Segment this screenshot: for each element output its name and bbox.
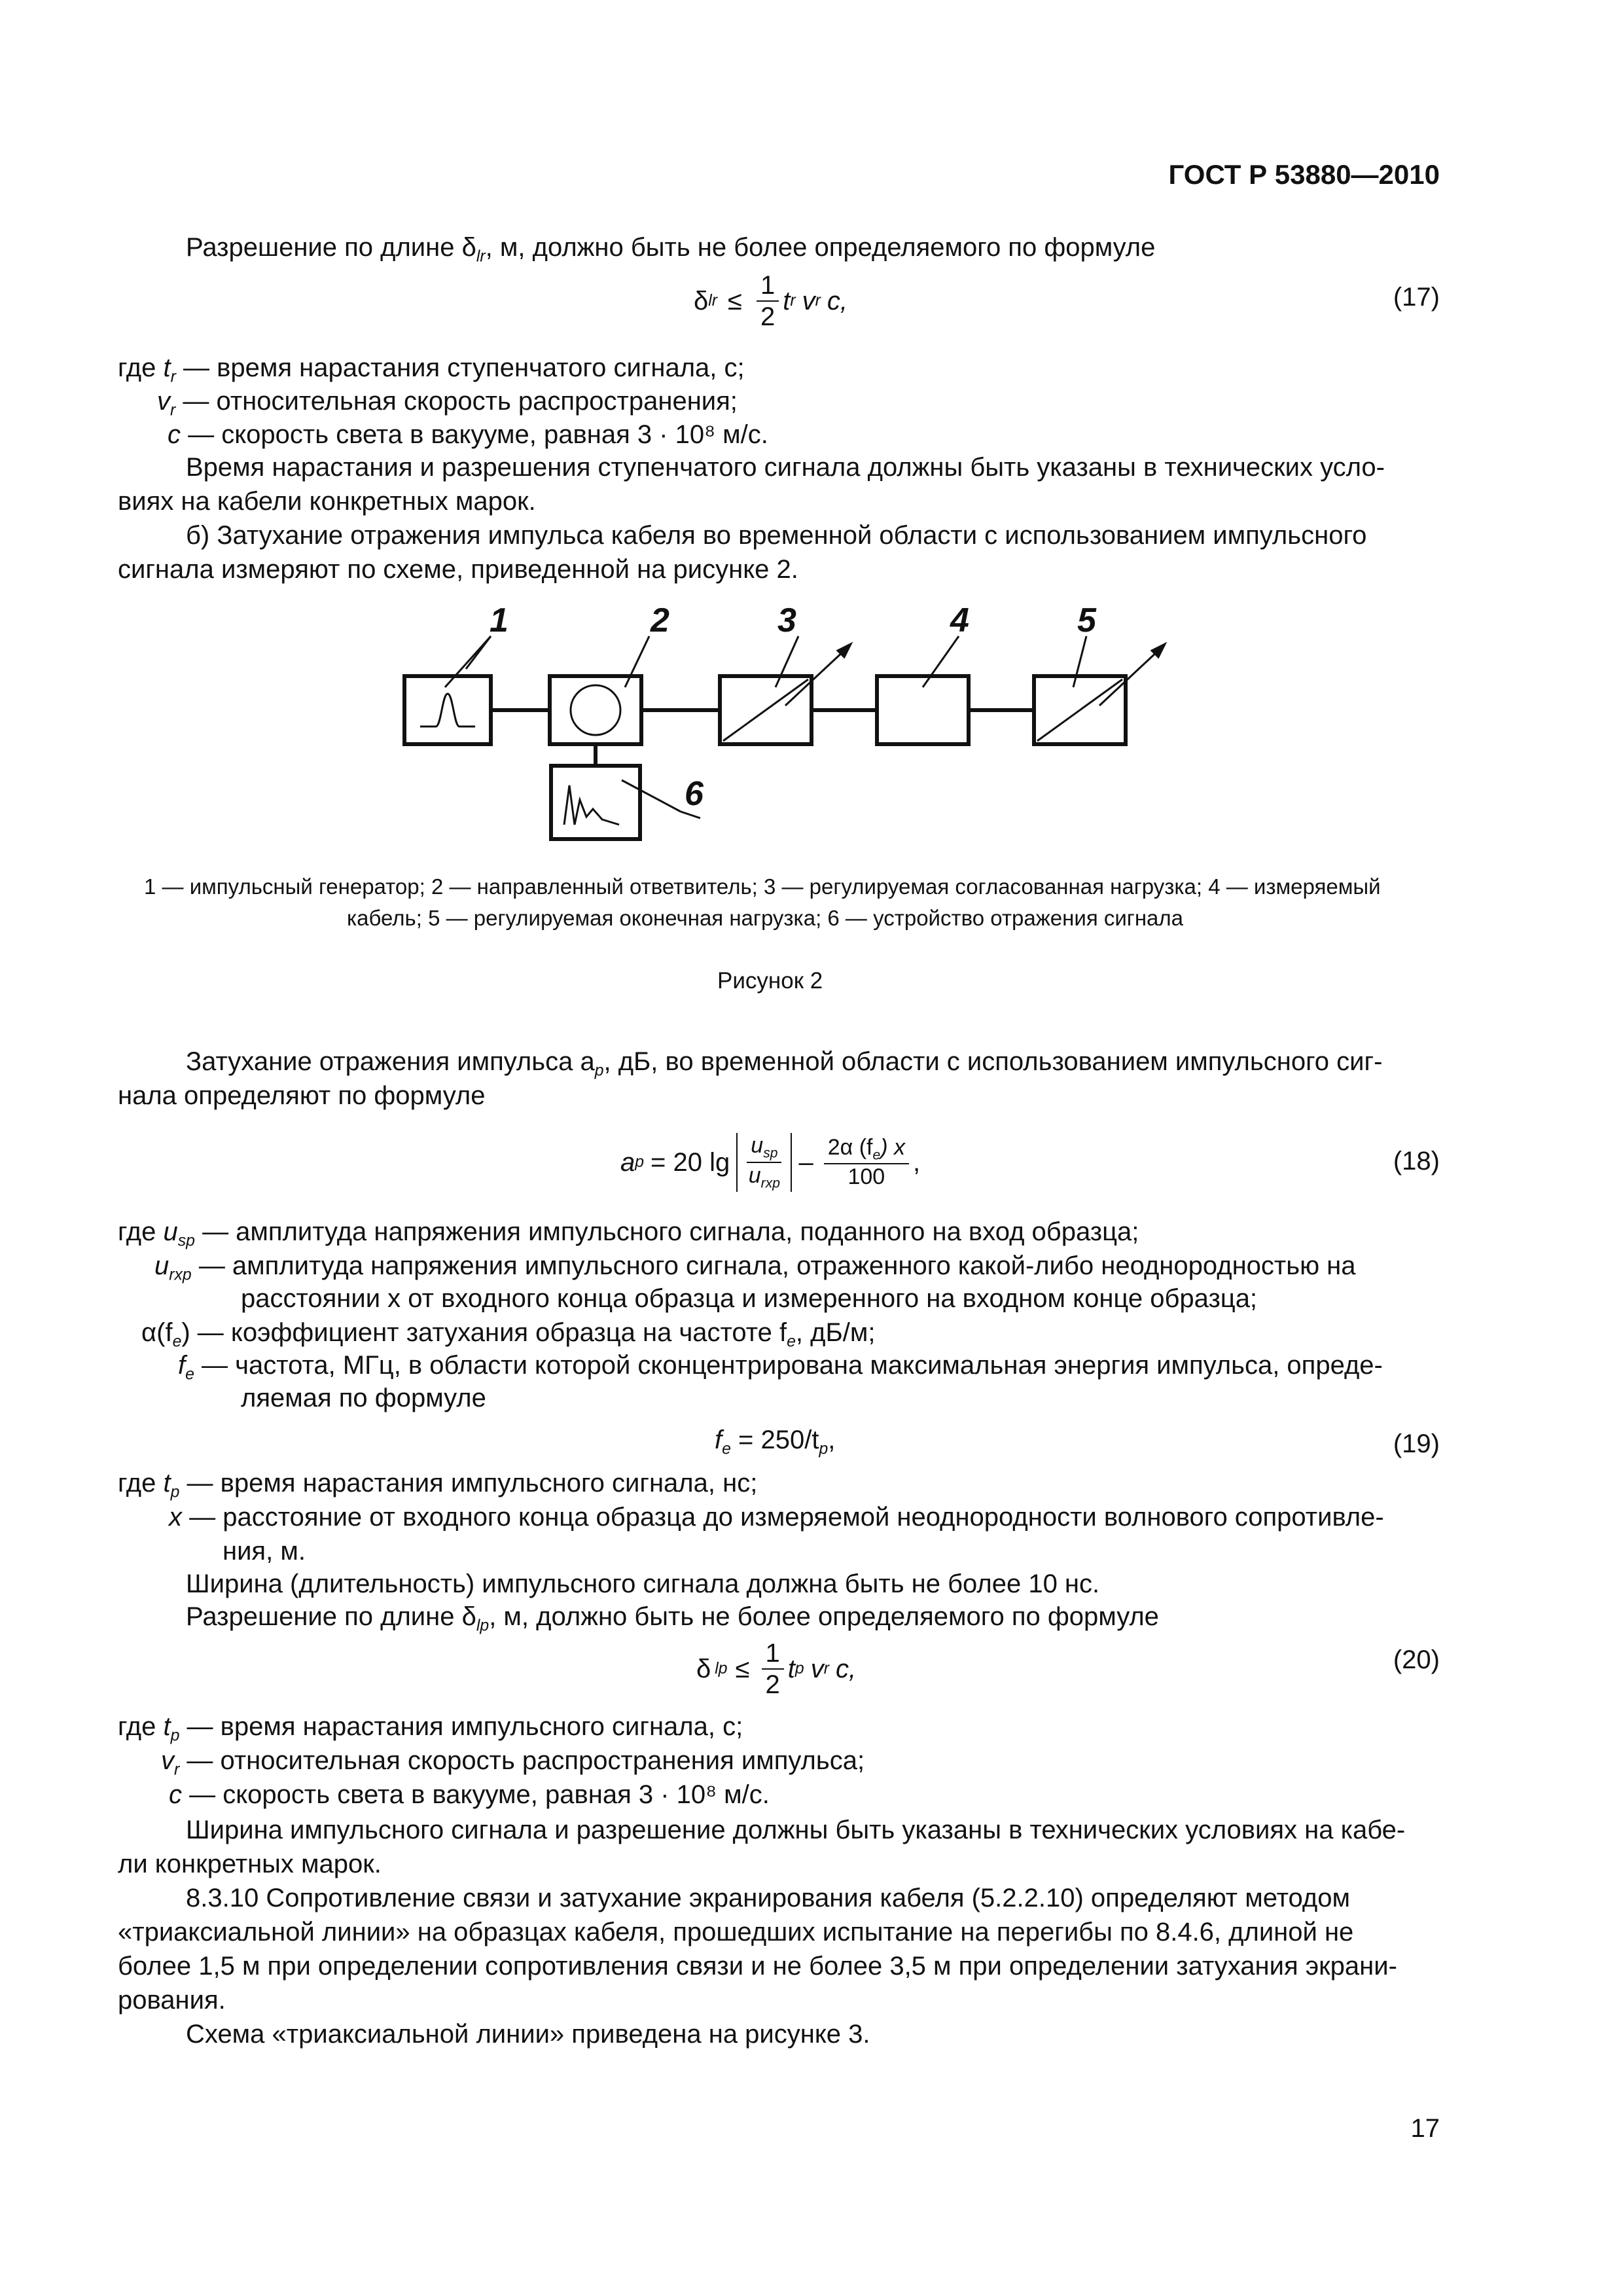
where-fe: $f_e$ — частота, МГц, в области которой сконцентрирована максимальная энергия импульса, опреде- xyxy=(178,1351,1383,1384)
paragraph-reflection: Затухание отражения импульса $a_p$, дБ, во временной области с использованием импульсного сиг- xyxy=(186,1047,1383,1080)
paragraph-8-3-10-line3: более 1,5 м при определении сопротивления связи и не более 3,5 м при определении затухания экрани- xyxy=(118,1952,1397,1981)
label-1: 1 xyxy=(490,601,508,639)
where-x: x — расстояние от входного конца образца до измеряемой неоднородности волнового сопротивле- xyxy=(169,1503,1384,1532)
paragraph-pulse-width: Ширина (длительность) импульсного сигнала должна быть не более 10 нс. xyxy=(186,1570,1100,1598)
paragraph-item-b-cont: сигнала измеряют по схеме, приведенной на рисунке 2. xyxy=(118,555,798,584)
block-generator xyxy=(404,676,491,744)
where-tr: где $t_r$ — время нарастания ступенчатого сигнала, с; xyxy=(118,353,745,386)
block-coupler xyxy=(550,676,641,744)
where-x-cont: ния, м. xyxy=(223,1537,306,1566)
paragraph-pulse-width-spec-cont: ли конкретных марок. xyxy=(118,1850,382,1878)
where-usp: где $u_{sp}$ — амплитуда напряжения импульсного сигнала, поданного на вход образца; xyxy=(118,1217,1139,1250)
leader-2 xyxy=(625,636,649,687)
leader-3 xyxy=(776,636,798,687)
paragraph-item-b: б) Затухание отражения импульса кабеля во временной области с использованием импульсного xyxy=(186,521,1367,550)
where-vr: $v_r$ — относительная скорость распространения; xyxy=(157,387,738,420)
figure-2-diagram xyxy=(393,596,1178,844)
paragraph-reflection-cont: нала определяют по формуле xyxy=(118,1081,486,1110)
label-3: 3 xyxy=(777,601,796,639)
leader-6 xyxy=(622,780,681,812)
where-urxp-cont: расстоянии x от входного конца образца и измеренного на входном конце образца; xyxy=(241,1284,1258,1313)
where-alpha: $\alpha(f_e)$ — коэффициент затухания образца на частоте $f_e$, дБ/м; xyxy=(141,1318,876,1351)
figure-2-caption-line2: кабель; 5 — регулируемая оконечная нагрузка; 6 — устройство отражения сигнала xyxy=(347,906,1184,930)
equation-18-number: (18) xyxy=(1393,1147,1440,1175)
leader-5 xyxy=(1073,636,1086,687)
paragraph-8-3-10: 8.3.10 Сопротивление связи и затухание экранирования кабеля (5.2.2.10) определяют методом xyxy=(186,1884,1350,1912)
block-reflection-device xyxy=(551,766,640,839)
document-header: ГОСТ Р 53880—2010 xyxy=(1168,159,1440,190)
where-urxp: $u_{rxp}$ — амплитуда напряжения импульсного сигнала, отраженного какой-либо неоднородностью на xyxy=(154,1251,1356,1284)
where-c-2: c — скорость света в вакууме, равная 3 · 10⁸ м/с. xyxy=(169,1780,770,1809)
where-fe-cont: ляемая по формуле xyxy=(241,1384,486,1412)
figure-2-title: Рисунок 2 xyxy=(717,968,823,994)
label-4: 4 xyxy=(950,601,969,639)
equation-17: δ lr ≤ $\frac{1}{2}$ t r v r c, xyxy=(694,271,848,331)
equation-19-number: (19) xyxy=(1393,1429,1440,1458)
equation-20: δ lp ≤ $\frac{1}{2}$ t p v r c, xyxy=(696,1639,857,1699)
where-c: c — скорость света в вакууме, равная 3 · 10⁸ м/с. xyxy=(168,420,768,449)
equation-19: $f_e = 250/t_p$, xyxy=(715,1426,836,1458)
paragraph-triax-ref: Схема «триаксиальной линии» приведена на рисунке 3. xyxy=(186,2020,870,2049)
leader-4 xyxy=(923,636,959,687)
label-6: 6 xyxy=(685,775,704,813)
label-5: 5 xyxy=(1077,601,1096,639)
equation-17-number: (17) xyxy=(1393,283,1440,312)
where-tp-ns: где $t_p$ — время нарастания импульсного сигнала, нс; xyxy=(118,1469,758,1501)
paragraph-8-3-10-line4: рования. xyxy=(118,1986,226,2015)
paragraph-step-signal-cont: виях на кабели конкретных марок. xyxy=(118,487,536,516)
paragraph-pulse-width-spec: Ширина импульсного сигнала и разрешение должны быть указаны в технических условиях на кабе- xyxy=(186,1816,1406,1844)
equation-18: a p = 20 lg $\frac{u_{sp}}{u_{rxp}}$ – $\frac{2\alpha (f_e) x}{100}$ , xyxy=(620,1133,921,1191)
paragraph-resolution-intro: Разрешение по длине $\delta_{lr}$, м, должно быть не более определяемого по формуле xyxy=(186,233,1156,266)
page-number: 17 xyxy=(1410,2114,1440,2143)
where-vr-pulse: $v_r$ — относительная скорость распространения импульса; xyxy=(161,1746,865,1779)
where-tp-s: где $t_p$ — время нарастания импульсного сигнала, с; xyxy=(118,1712,743,1745)
paragraph-step-signal: Время нарастания и разрешения ступенчатого сигнала должны быть указаны в технических усло- xyxy=(186,453,1385,482)
equation-20-number: (20) xyxy=(1393,1645,1440,1674)
figure-2-caption-line1: 1 — импульсный генератор; 2 — направленный ответвитель; 3 — регулируемая согласованная нагрузка; 4 — измеряемый xyxy=(144,874,1381,899)
paragraph-8-3-10-line2: «триаксиальной линии» на образцах кабеля, прошедших испытание на перегибы по 8.4.6, длиной не xyxy=(118,1918,1354,1946)
paragraph-resolution-lp: Разрешение по длине $\delta_{lp}$, м, должно быть не более определяемого по формуле xyxy=(186,1602,1159,1635)
label-2: 2 xyxy=(651,601,669,639)
